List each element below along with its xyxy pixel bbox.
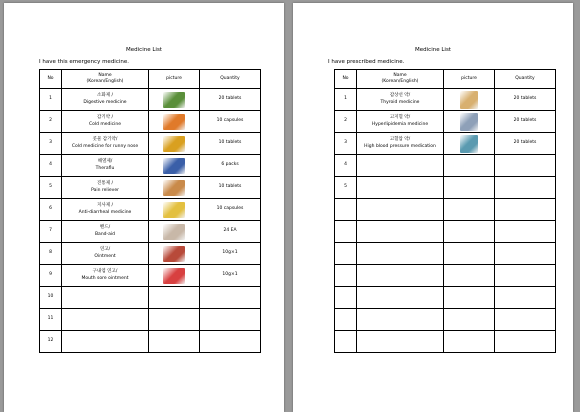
row-number: 3 [335,133,357,155]
page-title: Medicine List [126,47,162,53]
medicine-photo [163,268,185,284]
row-number: 9 [40,265,62,287]
page-title: Medicine List [415,47,451,53]
medicine-name-cell [62,331,149,353]
table-row [335,155,556,177]
medicine-name-korean: 고혈압 약/ [389,137,411,143]
medicine-name-korean: 감기약 / [97,115,113,121]
quantity-cell [495,243,556,265]
row-number: 8 [40,243,62,265]
row-number: 5 [335,177,357,199]
row-number: 3 [40,133,62,155]
quantity-cell: 10 capsules [200,199,261,221]
medicine-picture-cell [444,243,495,265]
row-number [335,309,357,331]
medicine-table-emergency [39,69,261,353]
table-row [40,243,261,265]
row-number [335,331,357,353]
medicine-picture-cell [444,331,495,353]
quantity-cell: 24 EA [200,221,261,243]
medicine-picture-cell [444,221,495,243]
medicine-photo [163,224,185,240]
medicine-name-english: Theraflu [95,165,115,171]
medicine-picture-cell [149,177,200,199]
medicine-picture-cell [444,287,495,309]
medicine-name-english: Mouth sore ointment [81,275,129,281]
medicine-name-korean: 연고/ [99,247,111,253]
medicine-picture-cell [444,199,495,221]
medicine-picture-cell [444,133,495,155]
quantity-cell [495,155,556,177]
header-picture: picture [444,70,495,89]
medicine-name-cell [357,331,444,353]
medicine-name-cell [62,221,149,243]
row-number: 2 [335,111,357,133]
header-no: No [40,70,62,89]
medicine-photo [460,135,478,153]
quantity-cell [495,177,556,199]
table-body [335,89,556,353]
medicine-name-cell [357,309,444,331]
medicine-name-korean: 콧물 감기약/ [92,137,118,143]
table-header-row [40,70,261,89]
medicine-picture-cell [444,111,495,133]
medicine-photo [163,202,185,218]
header-name [357,70,444,89]
medicine-photo [163,92,185,108]
medicine-name-cell [62,177,149,199]
header-name-line1: Name [98,72,112,78]
medicine-name-cell [357,177,444,199]
medicine-picture-cell [444,309,495,331]
document-page-right [293,3,573,412]
medicine-name-korean: 갑상선 약/ [389,93,411,99]
medicine-name-cell [62,133,149,155]
row-number [335,265,357,287]
table-row [335,177,556,199]
row-number: 12 [40,331,62,353]
table-row [40,111,261,133]
table-row [335,309,556,331]
medicine-name-korean: 고지혈 약/ [389,115,411,121]
medicine-name-english: Digestive medicine [83,99,127,105]
table-row [40,199,261,221]
medicine-photo [163,136,185,152]
medicine-photo [460,91,478,109]
quantity-cell [200,331,261,353]
row-number [335,199,357,221]
table-row [40,133,261,155]
header-picture: picture [149,70,200,89]
row-number: 10 [40,287,62,309]
table-row [335,199,556,221]
section-heading: I have prescribed medicine. [328,59,405,65]
quantity-cell: 10 tablets [200,133,261,155]
quantity-cell [495,199,556,221]
medicine-name-cell [357,265,444,287]
medicine-name-cell [357,111,444,133]
quantity-cell [495,331,556,353]
quantity-cell: 10g×1 [200,265,261,287]
header-name [62,70,149,89]
medicine-photo [163,246,185,262]
row-number: 1 [40,89,62,111]
quantity-cell [200,309,261,331]
table-row [335,287,556,309]
medicine-name-english: Pain reliever [91,187,119,193]
table-row [40,221,261,243]
quantity-cell [495,265,556,287]
table-row [40,287,261,309]
table-row [335,265,556,287]
header-name-line2: (Korean/English) [381,79,419,84]
quantity-cell: 20 tablets [495,133,556,155]
table-row [40,177,261,199]
quantity-cell [495,309,556,331]
medicine-photo [460,113,478,131]
row-number: 5 [40,177,62,199]
quantity-cell: 20 tablets [200,89,261,111]
medicine-name-english: Ointment [94,253,116,259]
medicine-picture-cell [444,89,495,111]
medicine-name-cell [62,111,149,133]
table-row [40,155,261,177]
medicine-name-korean: 지사제 / [97,203,113,209]
table-row [40,89,261,111]
row-number: 11 [40,309,62,331]
medicine-picture-cell [149,221,200,243]
table-row [335,331,556,353]
medicine-name-english: Thyroid medicine [380,99,420,105]
quantity-cell [495,221,556,243]
row-number: 6 [40,199,62,221]
medicine-picture-cell [149,155,200,177]
medicine-photo [163,158,185,174]
medicine-name-cell [357,287,444,309]
medicine-picture-cell [149,243,200,265]
medicine-name-cell [357,89,444,111]
medicine-name-english: High blood pressure medication [364,143,436,149]
header-name-line2: (Korean/English) [86,79,124,84]
medicine-name-cell [62,155,149,177]
header-quantity: Quantity [200,70,261,89]
medicine-picture-cell [149,111,200,133]
row-number: 4 [335,155,357,177]
quantity-cell: 10 tablets [200,177,261,199]
quantity-cell [495,287,556,309]
medicine-name-english: Cold medicine [88,121,122,127]
medicine-picture-cell [444,177,495,199]
medicine-photo [163,180,185,196]
table-row [40,265,261,287]
medicine-picture-cell [149,309,200,331]
table-row [335,221,556,243]
medicine-name-cell [62,265,149,287]
table-body [40,89,261,353]
medicine-picture-cell [444,155,495,177]
medicine-name-cell [357,243,444,265]
medicine-name-cell [357,155,444,177]
medicine-name-korean: 해열제/ [97,159,113,165]
medicine-name-english: Band-aid [94,231,116,237]
medicine-name-korean: 구내염 연고/ [92,269,118,275]
row-number [335,243,357,265]
table-row [40,309,261,331]
section-heading: I have this emergency medicine. [39,59,130,65]
medicine-name-korean: 진통제 / [97,181,113,187]
medicine-picture-cell [149,199,200,221]
table-row [335,89,556,111]
medicine-name-english: Hyperlipidemia medicine [371,121,429,127]
medicine-name-english: Anti-diarrheal medicine [78,209,132,215]
medicine-name-korean: 소화제 / [97,93,113,99]
row-number: 2 [40,111,62,133]
quantity-cell [200,287,261,309]
medicine-name-cell [357,221,444,243]
table-row [335,243,556,265]
medicine-picture-cell [149,133,200,155]
medicine-name-english: Cold medicine for runny nose [71,143,139,149]
medicine-name-cell [62,199,149,221]
medicine-name-korean: 밴드/ [99,225,111,231]
header-name-line1: Name [393,72,407,78]
medicine-name-cell [62,89,149,111]
medicine-picture-cell [149,89,200,111]
quantity-cell: 10g×1 [200,243,261,265]
header-quantity: Quantity [495,70,556,89]
row-number [335,221,357,243]
table-row [40,331,261,353]
medicine-picture-cell [149,287,200,309]
row-number: 1 [335,89,357,111]
row-number [335,287,357,309]
medicine-name-cell [62,309,149,331]
medicine-name-cell [357,133,444,155]
medicine-name-cell [62,243,149,265]
medicine-picture-cell [149,265,200,287]
medicine-photo [163,114,185,130]
quantity-cell: 6 packs [200,155,261,177]
row-number: 7 [40,221,62,243]
row-number: 4 [40,155,62,177]
medicine-picture-cell [444,265,495,287]
quantity-cell: 10 capsules [200,111,261,133]
table-row [335,111,556,133]
document-page-left [4,3,284,412]
header-no: No [335,70,357,89]
medicine-picture-cell [149,331,200,353]
table-header-row [335,70,556,89]
table-row [335,133,556,155]
medicine-table-prescribed [334,69,556,353]
quantity-cell: 20 tablets [495,89,556,111]
medicine-name-cell [62,287,149,309]
quantity-cell: 20 tablets [495,111,556,133]
medicine-name-cell [357,199,444,221]
